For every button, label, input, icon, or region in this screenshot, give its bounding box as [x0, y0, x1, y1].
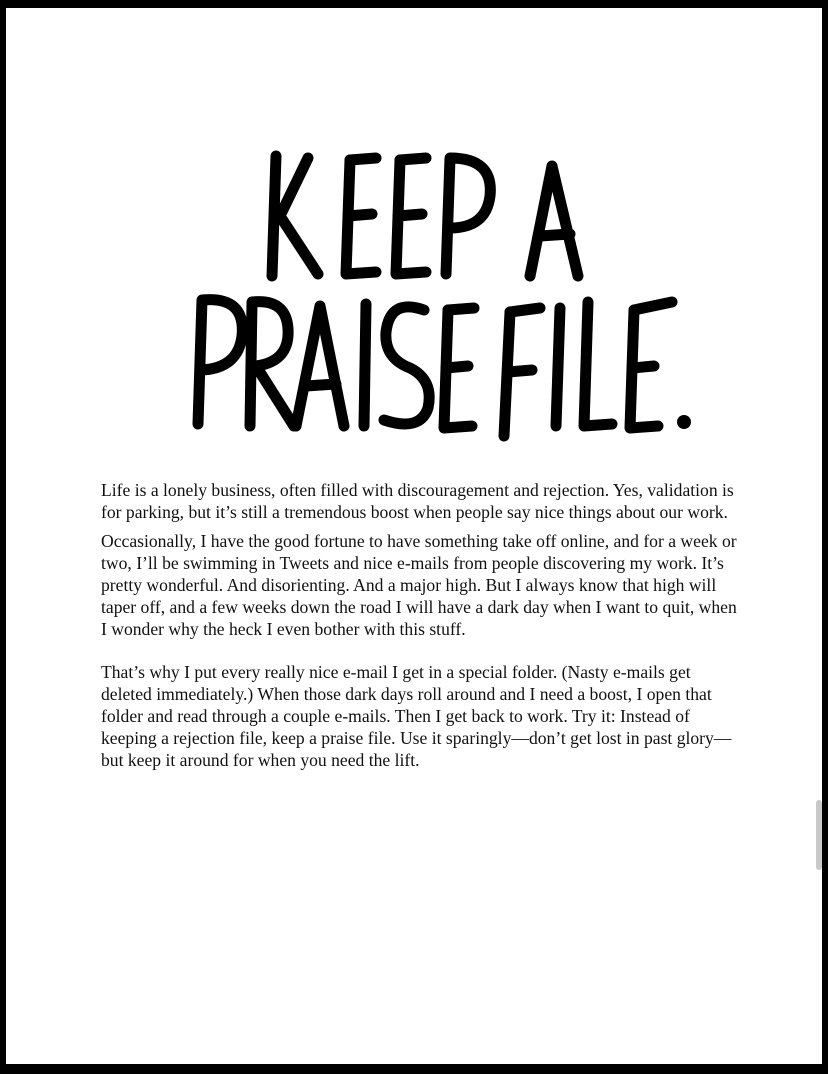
body-text: [101, 479, 741, 771]
handwritten-title: [176, 136, 716, 456]
paragraph-1: Life is a lonely business, often filled with discouragement and rejection. Yes, validation is for parking, but it’s still a tremendous boost when people say nice things about our work.: [101, 480, 734, 522]
scrollbar-thumb[interactable]: [816, 800, 822, 870]
document-page: [6, 8, 822, 1064]
paragraph-2: Occasionally, I have the good fortune to have something take off online, and for a week or two, I’ll be swimming in Tweets and nice e-mails from people discovering my work. It’s pretty wonderful. And disorienting. And a major high. But I always know that high will taper off, and a few weeks down the road I will have a dark day when I want to quit, when I wonder why the heck I even bother with this stuff.: [101, 531, 737, 639]
paragraph-3: That’s why I put every really nice e-mail I get in a special folder. (Nasty e-mails get deleted immediately.) When those dark days roll around and I need a boost, I open that folder and read through a couple e-mails. Then I get back to work. Try it: Instead of keeping a rejection file, keep a praise file. Use it sparingly—don’t get lost in past glory—but keep it around for when you need the lift.: [101, 662, 732, 770]
